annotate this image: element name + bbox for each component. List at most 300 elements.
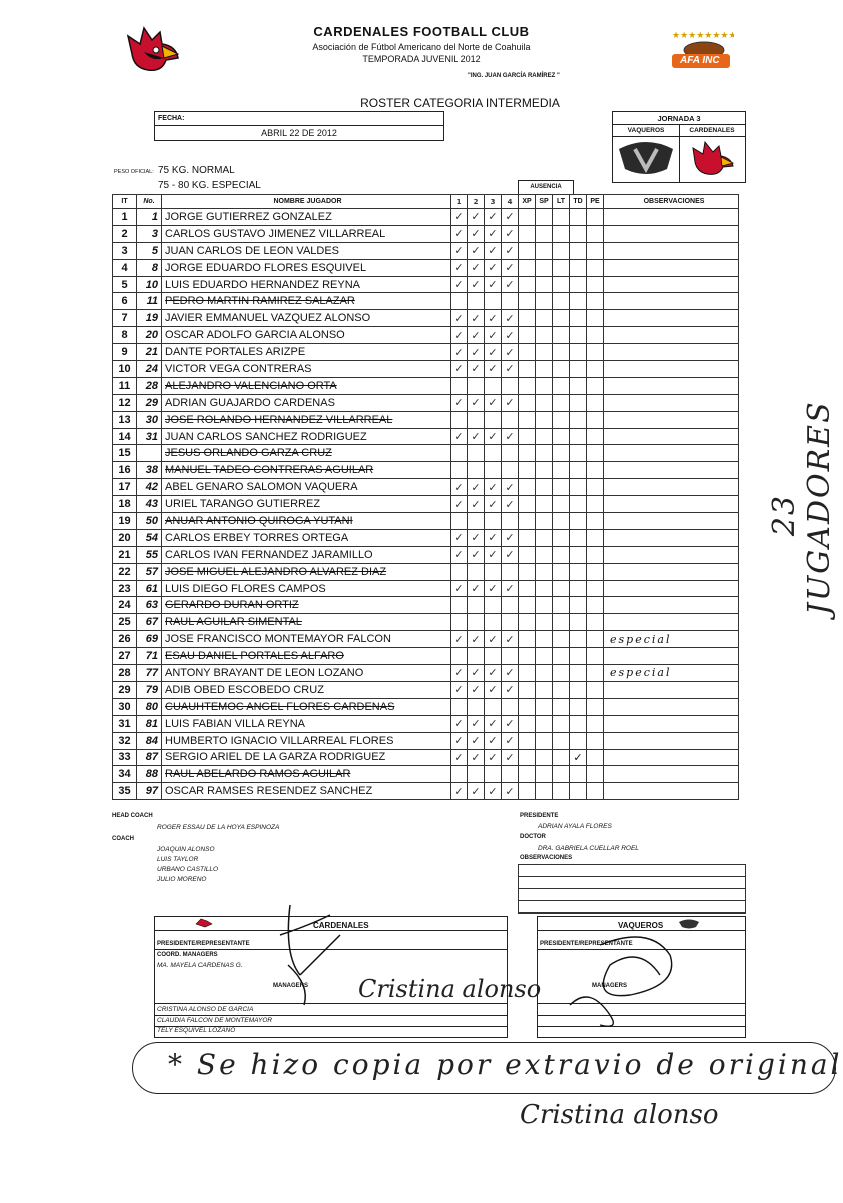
absence-xp	[519, 310, 536, 327]
row-observation	[604, 479, 739, 496]
absence-sp	[536, 715, 553, 732]
col-lt: LT	[553, 195, 570, 209]
absence-lt	[553, 276, 570, 293]
absence-xp	[519, 496, 536, 513]
row-number: 88	[137, 766, 162, 783]
season-name: TEMPORADA JUVENIL 2012	[362, 54, 481, 64]
absence-xp	[519, 225, 536, 242]
absence-td	[570, 732, 587, 749]
absence-pe	[587, 361, 604, 378]
absence-pe	[587, 411, 604, 428]
row-observation	[604, 259, 739, 276]
peso-label: PESO OFICIAL:	[114, 169, 154, 175]
game-mark-1: ✓	[451, 242, 468, 259]
game-mark-3: ✓	[485, 276, 502, 293]
coord-name: MA. MAYELA CARDENAS G.	[157, 962, 243, 969]
row-it: 1	[113, 209, 137, 226]
team-b-label: CARDENALES	[689, 127, 735, 134]
col-pe: PE	[587, 195, 604, 209]
svg-text:★★★★★★★★: ★★★★★★★★	[672, 31, 734, 41]
absence-lt	[553, 783, 570, 800]
player-name: JOSE FRANCISCO MONTEMAYOR FALCON	[165, 633, 391, 646]
game-mark-4: ✓	[502, 259, 519, 276]
row-it: 14	[113, 428, 137, 445]
absence-sp	[536, 411, 553, 428]
row-name	[162, 665, 451, 682]
row-name	[162, 681, 451, 698]
table-row	[113, 749, 739, 766]
absence-td	[570, 394, 587, 411]
table-row	[113, 327, 739, 344]
absence-sp	[536, 546, 553, 563]
game-mark-1	[451, 462, 468, 479]
game-mark-2: ✓	[468, 259, 485, 276]
table-row	[113, 698, 739, 715]
absence-sp	[536, 462, 553, 479]
row-observation	[604, 597, 739, 614]
game-mark-3: ✓	[485, 631, 502, 648]
row-name	[162, 276, 451, 293]
absence-td	[570, 479, 587, 496]
row-observation	[604, 783, 739, 800]
col-name: NOMBRE JUGADOR	[162, 195, 451, 209]
game-mark-4	[502, 597, 519, 614]
row-number: 43	[137, 496, 162, 513]
row-observation	[604, 513, 739, 530]
game-mark-3	[485, 563, 502, 580]
game-mark-3: ✓	[485, 665, 502, 682]
signature-scribble-cardenales	[270, 895, 350, 1015]
game-mark-2: ✓	[468, 225, 485, 242]
absence-td	[570, 276, 587, 293]
absence-td	[570, 766, 587, 783]
table-row	[113, 631, 739, 648]
vaqueros-managers-label: MANAGERS	[592, 983, 628, 989]
absence-pe	[587, 310, 604, 327]
table-row	[113, 361, 739, 378]
game-mark-2	[468, 377, 485, 394]
player-name: LUIS EDUARDO HERNANDEZ REYNA	[165, 278, 360, 291]
row-name	[162, 411, 451, 428]
observaciones-lines	[518, 864, 746, 914]
absence-lt	[553, 394, 570, 411]
row-it: 16	[113, 462, 137, 479]
observaciones-label: OBSERVACIONES	[520, 855, 573, 861]
table-row	[113, 209, 739, 226]
game-mark-2	[468, 563, 485, 580]
game-mark-2: ✓	[468, 394, 485, 411]
game-mark-3	[485, 445, 502, 462]
game-mark-2	[468, 766, 485, 783]
row-number: 67	[137, 614, 162, 631]
row-number	[137, 445, 162, 462]
absence-xp	[519, 681, 536, 698]
game-mark-3: ✓	[485, 580, 502, 597]
row-number: 30	[137, 411, 162, 428]
game-mark-4: ✓	[502, 665, 519, 682]
table-row	[113, 276, 739, 293]
absence-xp	[519, 276, 536, 293]
absence-td	[570, 327, 587, 344]
row-observation	[604, 546, 739, 563]
row-number: 57	[137, 563, 162, 580]
game-mark-4	[502, 513, 519, 530]
absence-td	[570, 225, 587, 242]
absence-lt	[553, 766, 570, 783]
absence-pe	[587, 749, 604, 766]
absence-lt	[553, 209, 570, 226]
game-mark-3: ✓	[485, 394, 502, 411]
row-name	[162, 327, 451, 344]
absence-sp	[536, 513, 553, 530]
signature-scribble-vaqueros	[560, 925, 690, 1035]
row-number: 79	[137, 681, 162, 698]
player-name: ABEL GENARO SALOMON VAQUERA	[165, 481, 358, 494]
absence-xp	[519, 394, 536, 411]
row-it: 23	[113, 580, 137, 597]
table-row	[113, 614, 739, 631]
player-name: RAUL ABELARDO RAMOS AGUILAR	[165, 768, 351, 781]
game-mark-1	[451, 597, 468, 614]
absence-pe	[587, 546, 604, 563]
player-name: OSCAR RAMSES RESENDEZ SANCHEZ	[165, 785, 373, 798]
game-mark-3	[485, 377, 502, 394]
game-mark-1	[451, 766, 468, 783]
game-mark-2: ✓	[468, 344, 485, 361]
game-mark-2: ✓	[468, 715, 485, 732]
ausencia-label: AUSENCIA	[518, 180, 574, 194]
absence-td	[570, 496, 587, 513]
game-mark-4: ✓	[502, 783, 519, 800]
roster-title: ROSTER CATEGORIA INTERMEDIA	[360, 96, 560, 110]
player-name: GERARDO DURAN ORTIZ	[165, 599, 299, 612]
game-mark-2: ✓	[468, 749, 485, 766]
bottom-note: * Se hizo copia por extravio de original	[168, 1048, 843, 1081]
game-mark-3	[485, 698, 502, 715]
game-mark-3: ✓	[485, 681, 502, 698]
game-mark-2: ✓	[468, 732, 485, 749]
game-mark-3: ✓	[485, 327, 502, 344]
absence-xp	[519, 715, 536, 732]
absence-td	[570, 293, 587, 310]
row-it: 10	[113, 361, 137, 378]
row-name	[162, 394, 451, 411]
row-name	[162, 648, 451, 665]
absence-td	[570, 209, 587, 226]
absence-xp	[519, 209, 536, 226]
game-mark-2: ✓	[468, 496, 485, 513]
row-name	[162, 529, 451, 546]
absence-xp	[519, 783, 536, 800]
head-coach-label: HEAD COACH	[112, 813, 153, 819]
game-mark-2: ✓	[468, 580, 485, 597]
game-mark-1	[451, 648, 468, 665]
row-observation	[604, 445, 739, 462]
player-name: JAVIER EMMANUEL VAZQUEZ ALONSO	[165, 312, 371, 325]
game-mark-1	[451, 293, 468, 310]
game-mark-2: ✓	[468, 681, 485, 698]
table-row	[113, 394, 739, 411]
absence-pe	[587, 580, 604, 597]
absence-lt	[553, 648, 570, 665]
absence-td: ✓	[570, 749, 587, 766]
absence-td	[570, 259, 587, 276]
absence-pe	[587, 327, 604, 344]
col-g3: 3	[485, 195, 502, 209]
table-row	[113, 310, 739, 327]
row-name	[162, 563, 451, 580]
game-mark-1: ✓	[451, 681, 468, 698]
coach-2: LUIS TAYLOR	[157, 856, 199, 863]
absence-td	[570, 563, 587, 580]
absence-lt	[553, 293, 570, 310]
row-observation: especial	[604, 665, 739, 682]
absence-pe	[587, 614, 604, 631]
absence-sp	[536, 783, 553, 800]
row-observation	[604, 529, 739, 546]
row-it: 5	[113, 276, 137, 293]
table-row	[113, 732, 739, 749]
game-mark-2: ✓	[468, 529, 485, 546]
row-number: 20	[137, 327, 162, 344]
row-it: 15	[113, 445, 137, 462]
absence-td	[570, 344, 587, 361]
row-number: 87	[137, 749, 162, 766]
game-mark-4	[502, 698, 519, 715]
table-row	[113, 225, 739, 242]
absence-xp	[519, 563, 536, 580]
row-name	[162, 546, 451, 563]
game-mark-3	[485, 513, 502, 530]
absence-pe	[587, 259, 604, 276]
row-name	[162, 732, 451, 749]
game-mark-4: ✓	[502, 732, 519, 749]
row-number: 63	[137, 597, 162, 614]
absence-lt	[553, 749, 570, 766]
absence-sp	[536, 614, 553, 631]
table-row	[113, 428, 739, 445]
row-name	[162, 496, 451, 513]
table-row	[113, 597, 739, 614]
player-name: LUIS DIEGO FLORES CAMPOS	[165, 582, 326, 595]
row-number: 61	[137, 580, 162, 597]
absence-lt	[553, 479, 570, 496]
game-mark-4: ✓	[502, 225, 519, 242]
row-name	[162, 445, 451, 462]
game-mark-4: ✓	[502, 394, 519, 411]
game-mark-3: ✓	[485, 310, 502, 327]
row-it: 25	[113, 614, 137, 631]
game-mark-1: ✓	[451, 225, 468, 242]
absence-lt	[553, 563, 570, 580]
row-name	[162, 631, 451, 648]
game-mark-3: ✓	[485, 529, 502, 546]
row-observation	[604, 344, 739, 361]
peso-especial: 75 - 80 KG. ESPECIAL	[158, 180, 261, 191]
game-mark-3	[485, 766, 502, 783]
row-it: 22	[113, 563, 137, 580]
game-mark-1	[451, 614, 468, 631]
fecha-label: FECHA:	[158, 115, 185, 122]
table-row	[113, 563, 739, 580]
absence-sp	[536, 597, 553, 614]
game-mark-3: ✓	[485, 479, 502, 496]
player-name: ESAU DANIEL PORTALES ALFARO	[165, 650, 344, 663]
game-mark-3: ✓	[485, 225, 502, 242]
game-mark-1	[451, 698, 468, 715]
afa-logo-text: AFA INC	[680, 55, 720, 66]
absence-xp	[519, 513, 536, 530]
row-observation	[604, 428, 739, 445]
absence-xp	[519, 732, 536, 749]
absence-pe	[587, 445, 604, 462]
game-mark-1: ✓	[451, 310, 468, 327]
row-it: 20	[113, 529, 137, 546]
player-name: CARLOS ERBEY TORRES ORTEGA	[165, 531, 349, 544]
absence-sp	[536, 394, 553, 411]
row-number: 50	[137, 513, 162, 530]
row-it: 13	[113, 411, 137, 428]
absence-lt	[553, 529, 570, 546]
absence-sp	[536, 648, 553, 665]
absence-td	[570, 411, 587, 428]
game-mark-4: ✓	[502, 529, 519, 546]
col-g4: 4	[502, 195, 519, 209]
absence-lt	[553, 225, 570, 242]
row-number: 31	[137, 428, 162, 445]
absence-pe	[587, 631, 604, 648]
row-number: 97	[137, 783, 162, 800]
row-number: 8	[137, 259, 162, 276]
row-name	[162, 361, 451, 378]
absence-lt	[553, 546, 570, 563]
row-name	[162, 749, 451, 766]
absence-xp	[519, 411, 536, 428]
game-mark-2: ✓	[468, 242, 485, 259]
game-mark-3: ✓	[485, 259, 502, 276]
game-mark-4	[502, 648, 519, 665]
row-it: 2	[113, 225, 137, 242]
absence-pe	[587, 783, 604, 800]
absence-pe	[587, 428, 604, 445]
table-row	[113, 580, 739, 597]
row-observation	[604, 225, 739, 242]
row-name	[162, 293, 451, 310]
row-it: 4	[113, 259, 137, 276]
table-row	[113, 293, 739, 310]
game-mark-1: ✓	[451, 732, 468, 749]
game-mark-2	[468, 513, 485, 530]
absence-sp	[536, 732, 553, 749]
absence-td	[570, 513, 587, 530]
player-name: ALEJANDRO VALENCIANO ORTA	[165, 379, 337, 392]
absence-pe	[587, 479, 604, 496]
row-name	[162, 344, 451, 361]
absence-lt	[553, 377, 570, 394]
absence-lt	[553, 327, 570, 344]
table-row	[113, 665, 739, 682]
absence-sp	[536, 242, 553, 259]
absence-lt	[553, 665, 570, 682]
game-mark-1	[451, 377, 468, 394]
table-row	[113, 496, 739, 513]
game-mark-3	[485, 597, 502, 614]
absence-sp	[536, 428, 553, 445]
game-mark-4	[502, 445, 519, 462]
absence-sp	[536, 310, 553, 327]
row-observation	[604, 648, 739, 665]
absence-xp	[519, 631, 536, 648]
absence-td	[570, 546, 587, 563]
game-mark-3: ✓	[485, 242, 502, 259]
game-mark-1: ✓	[451, 361, 468, 378]
col-g1: 1	[451, 195, 468, 209]
absence-sp	[536, 361, 553, 378]
player-name: JORGE GUTIERREZ GONZALEZ	[165, 210, 332, 223]
row-name	[162, 462, 451, 479]
game-mark-1: ✓	[451, 749, 468, 766]
game-mark-2: ✓	[468, 479, 485, 496]
absence-pe	[587, 462, 604, 479]
absence-sp	[536, 225, 553, 242]
peso-normal: 75 KG. NORMAL	[158, 165, 235, 176]
table-row	[113, 462, 739, 479]
coach-4: JULIO MORENO	[157, 876, 207, 883]
game-mark-3: ✓	[485, 209, 502, 226]
absence-lt	[553, 361, 570, 378]
game-mark-2: ✓	[468, 327, 485, 344]
absence-xp	[519, 749, 536, 766]
game-mark-3: ✓	[485, 361, 502, 378]
roster-table	[112, 194, 739, 800]
row-observation	[604, 462, 739, 479]
coord-label: COORD. MANAGERS	[157, 952, 218, 958]
game-mark-4: ✓	[502, 361, 519, 378]
absence-xp	[519, 377, 536, 394]
row-name	[162, 513, 451, 530]
game-mark-4: ✓	[502, 276, 519, 293]
row-observation	[604, 394, 739, 411]
absence-td	[570, 529, 587, 546]
table-row	[113, 445, 739, 462]
row-observation	[604, 698, 739, 715]
absence-sp	[536, 377, 553, 394]
absence-xp	[519, 614, 536, 631]
absence-lt	[553, 242, 570, 259]
table-row	[113, 546, 739, 563]
game-mark-4: ✓	[502, 209, 519, 226]
absence-sp	[536, 681, 553, 698]
absence-xp	[519, 665, 536, 682]
game-mark-4	[502, 293, 519, 310]
vaqueros-pres-label: PRESIDENTE/REPRESENTANTE	[540, 941, 633, 947]
game-mark-4	[502, 462, 519, 479]
row-name	[162, 614, 451, 631]
absence-xp	[519, 327, 536, 344]
row-it: 11	[113, 377, 137, 394]
row-name	[162, 766, 451, 783]
absence-xp	[519, 648, 536, 665]
player-name: VICTOR VEGA CONTRERAS	[165, 362, 312, 375]
row-name	[162, 698, 451, 715]
absence-xp	[519, 428, 536, 445]
presidente-label: PRESIDENTE	[520, 813, 559, 819]
jornada-box	[612, 111, 746, 183]
absence-sp	[536, 276, 553, 293]
manager-3: TELY ESQUIVEL LOZANO	[157, 1027, 236, 1034]
row-it: 3	[113, 242, 137, 259]
absence-xp	[519, 546, 536, 563]
